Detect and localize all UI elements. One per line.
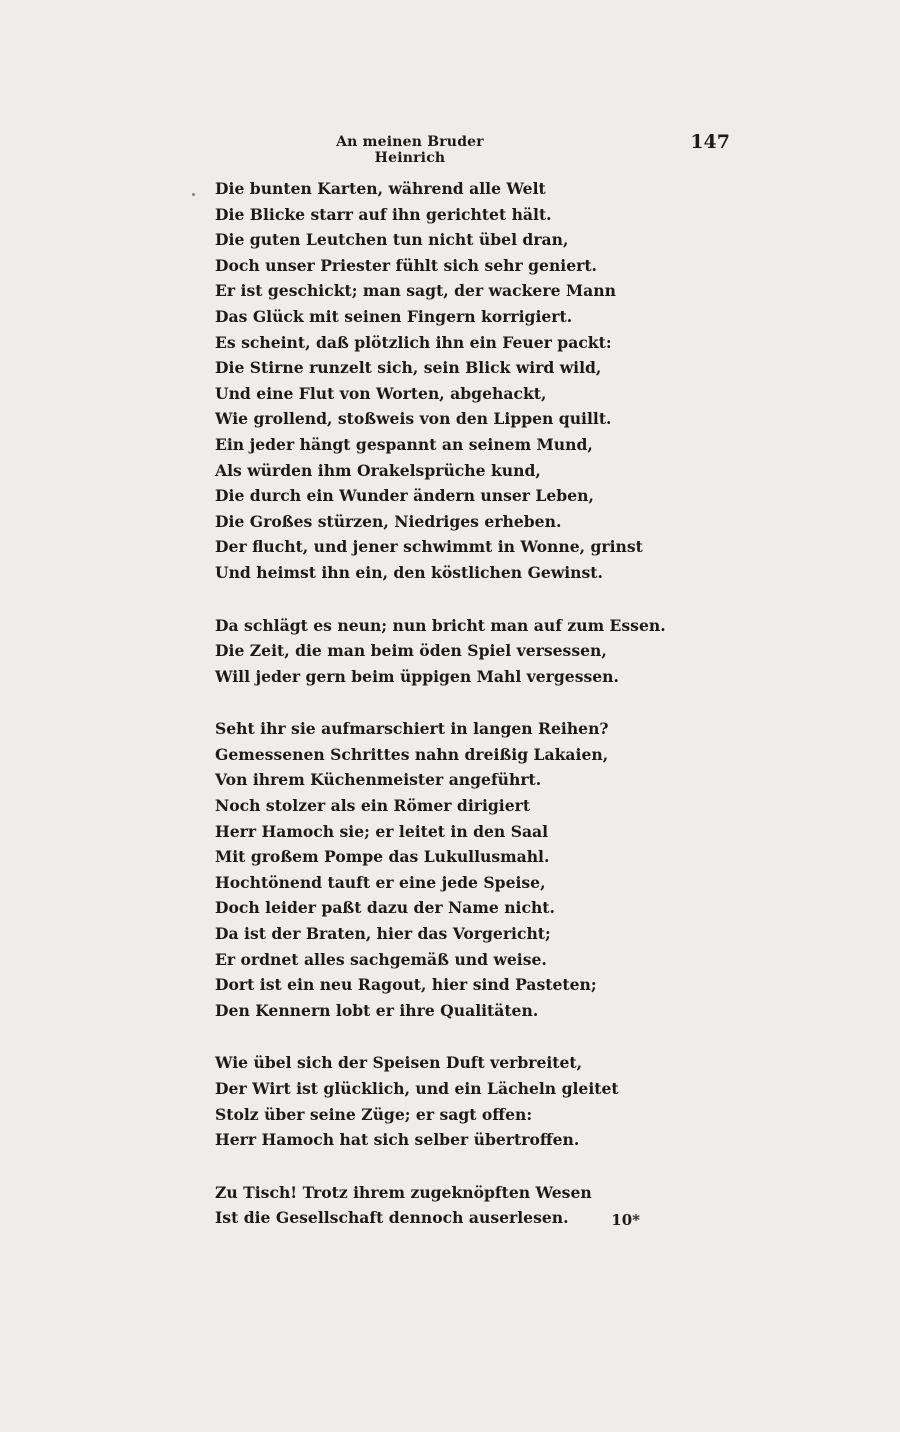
verse-line: Wie grollend, stoßweis von den Lippen quillt. (215, 409, 612, 429)
stanza (215, 1180, 645, 1231)
page-number: 147 (690, 131, 730, 153)
verse-line: Und eine Flut von Worten, abgehackt, (215, 383, 547, 403)
verse-line: Ein jeder hängt gespannt an seinem Mund, (215, 434, 593, 454)
stanza (215, 176, 645, 586)
verse-line: Gemessenen Schrittes nahn dreißig Lakaien, (215, 744, 609, 764)
verse-line: Dort ist ein neu Ragout, hier sind Pasteten; (215, 975, 597, 995)
verse-line: Und heimst ihn ein, den köstlichen Gewinst. (215, 562, 603, 582)
verse-line: Doch leider paßt dazu der Name nicht. (215, 898, 555, 918)
verse-line: Stolz über seine Züge; er sagt offen: (215, 1104, 533, 1124)
verse-line: Da ist der Braten, hier das Vorgericht; (215, 924, 551, 944)
signature-mark: 10* (611, 1211, 640, 1229)
verse-line: Der flucht, und jener schwimmt in Wonne, grinst (215, 537, 643, 557)
verse-line: Zu Tisch! Trotz ihrem zugeknöpften Wesen (215, 1182, 592, 1202)
verse-line: Doch unser Priester fühlt sich sehr geniert. (215, 255, 597, 275)
verse-line: Die durch ein Wunder ändern unser Leben, (215, 486, 594, 506)
verse-line: Von ihrem Küchenmeister angeführt. (215, 770, 542, 790)
verse-line: Die bunten Karten, während alle Welt (215, 179, 546, 198)
stanza (215, 613, 666, 690)
verse-line: Die Blicke starr auf ihn gerichtet hält. (215, 204, 552, 224)
verse-line: Den Kennern lobt er ihre Qualitäten. (215, 1000, 539, 1020)
verse-line: Da schlägt es neun; nun bricht man auf zum Essen. (215, 615, 666, 635)
verse-line: Ist die Gesellschaft dennoch auserlesen. (215, 1208, 569, 1228)
verse-line: Will jeder gern beim üppigen Mahl vergessen. (215, 666, 619, 686)
verse-line: Herr Hamoch sie; er leitet in den Saal (215, 821, 549, 841)
verse-line: Er ordnet alles sachgemäß und weise. (215, 949, 547, 969)
verse-line: Es scheint, daß plötzlich ihn ein Feuer packt: (215, 332, 612, 352)
poem-body (215, 176, 666, 1258)
verse-line: Die Stirne runzelt sich, sein Blick wird wild, (215, 358, 602, 378)
verse-line: Wie übel sich der Speisen Duft verbreitet, (215, 1053, 583, 1073)
verse-line: Die Großes stürzen, Niedriges erheben. (215, 511, 562, 531)
running-title: An meinen Bruder Heinrich (336, 134, 484, 166)
verse-line: Er ist geschickt; man sagt, der wackere Mann (215, 281, 616, 301)
verse-line: Das Glück mit seinen Fingern korrigiert. (215, 306, 573, 326)
margin-mark (192, 193, 195, 196)
verse-line: Seht ihr sie aufmarschiert in langen Reihen? (215, 719, 609, 739)
verse-line: Mit großem Pompe das Lukullusmahl. (215, 847, 550, 867)
verse-line: Die Zeit, die man beim öden Spiel versessen, (215, 641, 607, 661)
stanza (215, 1050, 645, 1152)
verse-line: Herr Hamoch hat sich selber übertroffen. (215, 1130, 580, 1150)
verse-line: Als würden ihm Orakelsprüche kund, (215, 460, 541, 480)
stanza (215, 716, 645, 1023)
verse-line: Hochtönend tauft er eine jede Speise, (215, 872, 546, 892)
verse-line: Noch stolzer als ein Römer dirigiert (215, 796, 531, 816)
verse-line: Der Wirt ist glücklich, und ein Lächeln gleitet (215, 1079, 619, 1098)
verse-line: Die guten Leutchen tun nicht übel dran, (215, 230, 569, 250)
